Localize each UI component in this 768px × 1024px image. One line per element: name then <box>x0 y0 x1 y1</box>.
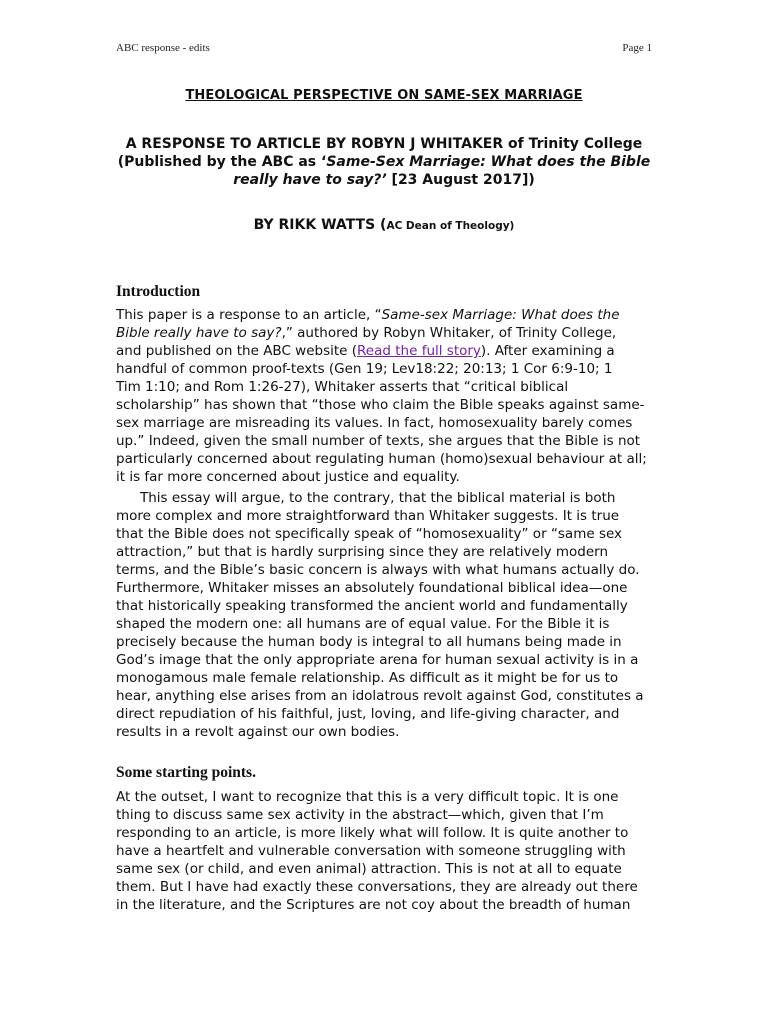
text-line: Tim 1:10; and Rom 1:26-27), Whitaker asserts that “critical biblical <box>116 379 569 395</box>
text-line: thing to discuss same sex activity in the abstract—which, given that I’m <box>116 807 604 823</box>
text-line: Furthermore, Whitaker misses an absolutely foundational biblical idea—one <box>116 580 628 596</box>
text-line: more complex and more straightforward than Whitaker suggests. It is true <box>116 508 620 524</box>
text-span: ). After examining a <box>480 343 615 359</box>
text-line <box>116 342 656 360</box>
article-title-italic: Same-sex Marriage: What does the <box>381 307 620 323</box>
subtitle-article-title-a: Same-Sex Marriage: What does the Bible <box>326 154 651 170</box>
text-line: it is far more concerned about justice and equality. <box>116 469 460 485</box>
subtitle-line-2-pre: (Published by the ABC as ‘ <box>117 154 327 170</box>
section-heading-introduction: Introduction <box>116 283 201 300</box>
text-line: responding to an article, is more likely what will follow. It is quite another to <box>116 825 629 841</box>
text-line: them. But I have had exactly these conversations, they are already out there <box>116 879 638 895</box>
intro-paragraph-1 <box>116 306 656 486</box>
subtitle-line-3 <box>90 171 678 189</box>
text-line <box>116 306 656 324</box>
section-heading-starting-points: Some starting points. <box>116 764 256 781</box>
text-line: terms, and the Bible’s basic concern is always with what humans actually do. <box>116 562 640 578</box>
text-line: results in a revolt against our own bodies. <box>116 724 400 740</box>
text-line: God’s image that the only appropriate arena for human sexual activity is in a <box>116 652 639 668</box>
document-title: THEOLOGICAL PERSPECTIVE ON SAME-SEX MARRIAGE <box>185 88 583 103</box>
page-number: Page 1 <box>622 42 652 54</box>
byline-author: BY RIKK WATTS ( <box>253 217 387 233</box>
text-span: ,” authored by Robyn Whitaker, of Trinity College, <box>281 325 617 341</box>
text-line: shaped the modern one: all humans are of equal value. For the Bible it is <box>116 616 610 632</box>
text-line: attraction,” but that is hardly surprising since they are relatively modern <box>116 544 609 560</box>
text-line: particularly concerned about regulating human (homo)sexual behaviour at all; <box>116 451 647 467</box>
text-line: direct repudiation of his faithful, just, loving, and life-giving character, and <box>116 706 620 722</box>
text-line: This essay will argue, to the contrary, that the biblical material is both <box>140 490 616 506</box>
intro-paragraph-2 <box>116 489 656 741</box>
text-line: that the Bible does not specifically speak of “homosexuality” or “same sex <box>116 526 623 542</box>
text-line: precisely because the human body is integral to all humans being made in <box>116 634 622 650</box>
subtitle-line-2 <box>90 153 678 171</box>
text-span: This paper is a response to an article, “ <box>116 307 382 323</box>
text-line <box>116 324 656 342</box>
text-line: have a heartfelt and vulnerable conversation with someone struggling with <box>116 843 626 859</box>
byline <box>0 217 768 233</box>
text-line: in the literature, and the Scriptures are not coy about the breadth of human <box>116 897 631 913</box>
text-line: hear, anything else arises from an idolatrous revolt against God, constitutes a <box>116 688 644 704</box>
text-line: At the outset, I want to recognize that this is a very difficult topic. It is one <box>116 789 619 805</box>
byline-role: AC Dean of Theology) <box>386 220 515 232</box>
text-line: same sex (or child, and even animal) attraction. This is not at all to equate <box>116 861 622 877</box>
text-line: up.” Indeed, given the small number of texts, she argues that the Bible is not <box>116 433 641 449</box>
text-line: handful of common proof-texts (Gen 19; Lev18:22; 20:13; 1 Cor 6:9-10; 1 <box>116 361 613 377</box>
header-left-text: ABC response - edits <box>116 42 210 54</box>
text-span: and published on the ABC website ( <box>116 343 358 359</box>
text-line: that historically speaking transformed the ancient world and fundamentally <box>116 598 628 614</box>
text-line: sex marriage are misreading its values. In fact, homosexuality barely comes <box>116 415 633 431</box>
text-line: scholarship” has shown that “those who claim the Bible speaks against same- <box>116 397 645 413</box>
subtitle-date: [23 August 2017]) <box>386 172 535 188</box>
subtitle-line-1: A RESPONSE TO ARTICLE BY ROBYN J WHITAKER of Trinity College <box>125 136 643 152</box>
starting-paragraph-1 <box>116 788 656 914</box>
text-line: monogamous male female relationship. As difficult as it might be for us to <box>116 670 619 686</box>
read-full-story-link[interactable]: Read the full story <box>357 343 481 359</box>
subtitle-block <box>90 135 678 189</box>
article-title-italic: Bible really have to say? <box>116 325 282 341</box>
subtitle-article-title-b: really have to say?’ <box>233 172 387 188</box>
